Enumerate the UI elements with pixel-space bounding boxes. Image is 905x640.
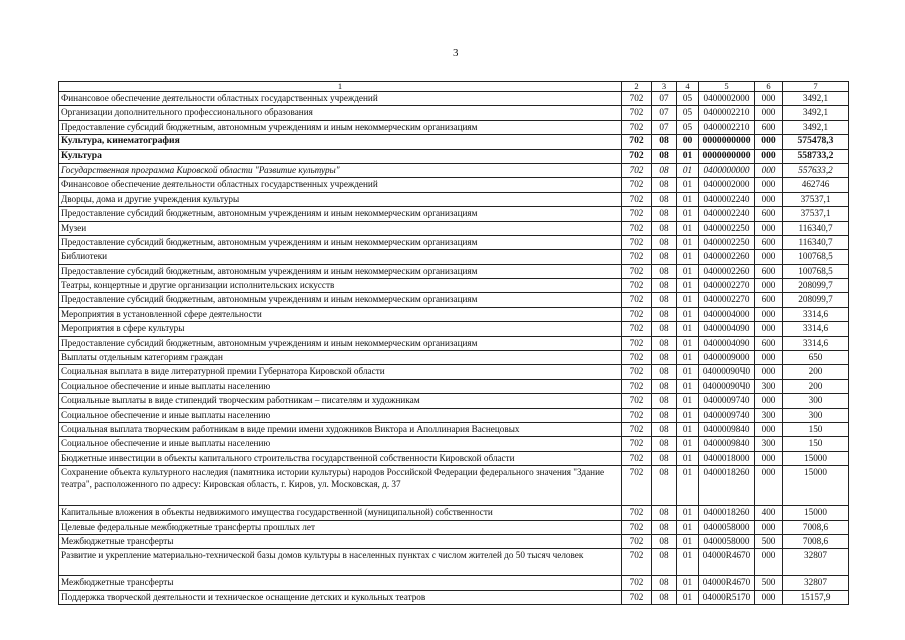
table-row (59, 192, 849, 206)
department-code-cell: 702 (622, 379, 652, 393)
subsection-code-cell: 01 (677, 422, 699, 436)
table-row (59, 250, 849, 264)
subsection-code-cell: 01 (677, 264, 699, 278)
table-row (59, 351, 849, 365)
header-cell: 5 (699, 82, 755, 92)
expense-type-cell: 000 (755, 422, 783, 436)
amount-cell: 116340,7 (783, 235, 849, 249)
expense-type-cell: 000 (755, 178, 783, 192)
subsection-code-cell: 01 (677, 466, 699, 506)
subsection-code-cell: 01 (677, 221, 699, 235)
subsection-code-cell: 05 (677, 120, 699, 134)
target-article-cell: 0400018000 (699, 451, 755, 465)
target-article-cell: 0000000000 (699, 149, 755, 163)
subsection-code-cell: 01 (677, 408, 699, 422)
section-code-cell: 08 (652, 250, 677, 264)
target-article-cell: 0400002250 (699, 221, 755, 235)
expense-name-cell: Межбюджетные трансферты (59, 576, 622, 590)
expense-type-cell: 000 (755, 279, 783, 293)
section-code-cell: 08 (652, 221, 677, 235)
amount-cell: 3314,6 (783, 307, 849, 321)
section-code-cell: 08 (652, 149, 677, 163)
department-code-cell: 702 (622, 336, 652, 350)
subsection-code-cell: 05 (677, 92, 699, 106)
target-article-cell: 0400009840 (699, 437, 755, 451)
table-row (59, 92, 849, 106)
amount-cell: 462746 (783, 178, 849, 192)
subsection-code-cell: 01 (677, 207, 699, 221)
table-row (59, 506, 849, 520)
amount-cell: 32807 (783, 576, 849, 590)
table-row (59, 451, 849, 465)
department-code-cell: 702 (622, 149, 652, 163)
subsection-code-cell: 01 (677, 534, 699, 548)
expense-name-cell: Финансовое обеспечение деятельности областных государственных учреждений (59, 92, 622, 106)
table-row (59, 106, 849, 120)
header-cell: 3 (652, 82, 677, 92)
target-article-cell: 0400009000 (699, 351, 755, 365)
target-article-cell: 0400002210 (699, 120, 755, 134)
amount-cell: 3314,6 (783, 336, 849, 350)
table-row (59, 394, 849, 408)
table-row (59, 520, 849, 534)
section-code-cell: 08 (652, 451, 677, 465)
expense-name-cell: Культура, кинематография (59, 135, 622, 149)
section-code-cell: 08 (652, 506, 677, 520)
section-code-cell: 08 (652, 264, 677, 278)
subsection-code-cell: 01 (677, 451, 699, 465)
table-row (59, 534, 849, 548)
subsection-code-cell: 01 (677, 520, 699, 534)
section-code-cell: 08 (652, 163, 677, 177)
department-code-cell: 702 (622, 365, 652, 379)
amount-cell: 300 (783, 394, 849, 408)
subsection-code-cell: 01 (677, 590, 699, 604)
expense-type-cell: 000 (755, 365, 783, 379)
department-code-cell: 702 (622, 549, 652, 576)
section-code-cell: 07 (652, 92, 677, 106)
department-code-cell: 702 (622, 279, 652, 293)
amount-cell: 15000 (783, 451, 849, 465)
expense-type-cell: 300 (755, 408, 783, 422)
subsection-code-cell: 05 (677, 106, 699, 120)
section-code-cell: 08 (652, 394, 677, 408)
target-article-cell: 04000090Ч0 (699, 365, 755, 379)
table-body (59, 82, 849, 605)
expense-name-cell: Предоставление субсидий бюджетным, автономным учреждениям и иным некоммерческим организациям (59, 293, 622, 307)
department-code-cell: 702 (622, 120, 652, 134)
section-code-cell: 08 (652, 466, 677, 506)
amount-cell: 32807 (783, 549, 849, 576)
section-code-cell: 08 (652, 520, 677, 534)
section-code-cell: 08 (652, 534, 677, 548)
table-row (59, 365, 849, 379)
section-code-cell: 08 (652, 365, 677, 379)
expense-type-cell: 600 (755, 120, 783, 134)
expense-name-cell: Предоставление субсидий бюджетным, автономным учреждениям и иным некоммерческим организациям (59, 336, 622, 350)
amount-cell: 3492,1 (783, 120, 849, 134)
amount-cell: 15000 (783, 466, 849, 506)
amount-cell: 100768,5 (783, 264, 849, 278)
expense-name-cell: Поддержка творческой деятельности и техническое оснащение детских и кукольных театров (59, 590, 622, 604)
target-article-cell: 0400002260 (699, 264, 755, 278)
expense-name-cell: Мероприятия в сфере культуры (59, 322, 622, 336)
expense-name-cell: Предоставление субсидий бюджетным, автономным учреждениям и иным некоммерческим организациям (59, 120, 622, 134)
section-code-cell: 08 (652, 549, 677, 576)
section-code-cell: 08 (652, 135, 677, 149)
department-code-cell: 702 (622, 178, 652, 192)
subsection-code-cell: 01 (677, 293, 699, 307)
page-number: 3 (453, 47, 459, 59)
amount-cell: 575478,3 (783, 135, 849, 149)
subsection-code-cell: 01 (677, 163, 699, 177)
amount-cell: 116340,7 (783, 221, 849, 235)
table-row (59, 293, 849, 307)
department-code-cell: 702 (622, 250, 652, 264)
expense-name-cell: Театры, концертные и другие организации исполнительских искусств (59, 279, 622, 293)
section-code-cell: 08 (652, 279, 677, 293)
expense-type-cell: 600 (755, 336, 783, 350)
expense-type-cell: 300 (755, 437, 783, 451)
header-cell: 2 (622, 82, 652, 92)
expense-name-cell: Социальное обеспечение и иные выплаты населению (59, 408, 622, 422)
department-code-cell: 702 (622, 506, 652, 520)
target-article-cell: 0400002210 (699, 106, 755, 120)
department-code-cell: 702 (622, 235, 652, 249)
amount-cell: 7008,6 (783, 520, 849, 534)
amount-cell: 300 (783, 408, 849, 422)
department-code-cell: 702 (622, 293, 652, 307)
target-article-cell: 04000090Ч0 (699, 379, 755, 393)
expense-name-cell: Культура (59, 149, 622, 163)
expense-type-cell: 300 (755, 379, 783, 393)
expense-type-cell: 000 (755, 135, 783, 149)
expense-type-cell: 000 (755, 451, 783, 465)
department-code-cell: 702 (622, 451, 652, 465)
expense-name-cell: Социальные выплаты в виде стипендий творческим работникам – писателям и художникам (59, 394, 622, 408)
expense-type-cell: 000 (755, 322, 783, 336)
expense-type-cell: 000 (755, 394, 783, 408)
expense-name-cell: Социальное обеспечение и иные выплаты населению (59, 379, 622, 393)
amount-cell: 200 (783, 365, 849, 379)
target-article-cell: 0400002250 (699, 235, 755, 249)
expense-name-cell: Целевые федеральные межбюджетные трансферты прошлых лет (59, 520, 622, 534)
expense-name-cell: Межбюджетные трансферты (59, 534, 622, 548)
table-row (59, 590, 849, 604)
table-row (59, 322, 849, 336)
target-article-cell: 0000000000 (699, 135, 755, 149)
expense-type-cell: 600 (755, 264, 783, 278)
target-article-cell: 0400004090 (699, 336, 755, 350)
department-code-cell: 702 (622, 192, 652, 206)
target-article-cell: 0400009840 (699, 422, 755, 436)
expense-type-cell: 000 (755, 351, 783, 365)
department-code-cell: 702 (622, 534, 652, 548)
section-code-cell: 08 (652, 235, 677, 249)
table-row (59, 336, 849, 350)
section-code-cell: 08 (652, 379, 677, 393)
table-row (59, 466, 849, 506)
expense-name-cell: Музеи (59, 221, 622, 235)
amount-cell: 208099,7 (783, 279, 849, 293)
target-article-cell: 0400000000 (699, 163, 755, 177)
expense-name-cell: Социальное обеспечение и иные выплаты населению (59, 437, 622, 451)
section-code-cell: 08 (652, 322, 677, 336)
section-code-cell: 08 (652, 590, 677, 604)
table-row (59, 307, 849, 321)
target-article-cell: 0400002260 (699, 250, 755, 264)
subsection-code-cell: 01 (677, 178, 699, 192)
table-row (59, 422, 849, 436)
table-row (59, 437, 849, 451)
section-code-cell: 08 (652, 422, 677, 436)
target-article-cell: 0400004090 (699, 322, 755, 336)
expense-type-cell: 600 (755, 235, 783, 249)
amount-cell: 558733,2 (783, 149, 849, 163)
section-code-cell: 08 (652, 192, 677, 206)
department-code-cell: 702 (622, 466, 652, 506)
department-code-cell: 702 (622, 106, 652, 120)
expense-type-cell: 000 (755, 307, 783, 321)
department-code-cell: 702 (622, 590, 652, 604)
section-code-cell: 08 (652, 293, 677, 307)
table-row (59, 149, 849, 163)
subsection-code-cell: 01 (677, 250, 699, 264)
subsection-code-cell: 01 (677, 351, 699, 365)
expense-name-cell: Социальная выплата в виде литературной премии Губернатора Кировской области (59, 365, 622, 379)
subsection-code-cell: 01 (677, 192, 699, 206)
amount-cell: 3314,6 (783, 322, 849, 336)
amount-cell: 15157,9 (783, 590, 849, 604)
expense-name-cell: Предоставление субсидий бюджетным, автономным учреждениям и иным некоммерческим организациям (59, 264, 622, 278)
department-code-cell: 702 (622, 394, 652, 408)
expense-name-cell: Финансовое обеспечение деятельности областных государственных учреждений (59, 178, 622, 192)
subsection-code-cell: 01 (677, 576, 699, 590)
expense-name-cell: Социальная выплата творческим работникам в виде премии имени художников Виктора и Аполлинария Васнецовых (59, 422, 622, 436)
target-article-cell: 0400009740 (699, 394, 755, 408)
table-row (59, 163, 849, 177)
subsection-code-cell: 01 (677, 279, 699, 293)
section-code-cell: 08 (652, 576, 677, 590)
expense-type-cell: 000 (755, 466, 783, 506)
table-row (59, 221, 849, 235)
header-cell: 6 (755, 82, 783, 92)
target-article-cell: 0400002270 (699, 279, 755, 293)
subsection-code-cell: 01 (677, 307, 699, 321)
department-code-cell: 702 (622, 207, 652, 221)
department-code-cell: 702 (622, 163, 652, 177)
expense-name-cell: Предоставление субсидий бюджетным, автономным учреждениям и иным некоммерческим организациям (59, 235, 622, 249)
section-code-cell: 07 (652, 106, 677, 120)
table-row (59, 549, 849, 576)
department-code-cell: 702 (622, 322, 652, 336)
amount-cell: 150 (783, 422, 849, 436)
table-row (59, 576, 849, 590)
expense-type-cell: 000 (755, 106, 783, 120)
expense-name-cell: Сохранение объекта культурного наследия (памятника истории культуры) народов Российской Федерации федерального значения "Здание театра", расположенного по адресу: Кировская область, г. Киров, ул. Московская, д. 37 (59, 466, 622, 506)
amount-cell: 37537,1 (783, 192, 849, 206)
table-row (59, 135, 849, 149)
target-article-cell: 04000R4670 (699, 549, 755, 576)
subsection-code-cell: 00 (677, 135, 699, 149)
amount-cell: 650 (783, 351, 849, 365)
expense-type-cell: 000 (755, 192, 783, 206)
subsection-code-cell: 01 (677, 549, 699, 576)
section-code-cell: 08 (652, 351, 677, 365)
department-code-cell: 702 (622, 408, 652, 422)
target-article-cell: 0400009740 (699, 408, 755, 422)
department-code-cell: 702 (622, 351, 652, 365)
expense-type-cell: 500 (755, 576, 783, 590)
target-article-cell: 0400002000 (699, 178, 755, 192)
expense-type-cell: 000 (755, 163, 783, 177)
expense-type-cell: 000 (755, 149, 783, 163)
column-number-header (59, 82, 849, 92)
amount-cell: 208099,7 (783, 293, 849, 307)
department-code-cell: 702 (622, 437, 652, 451)
table-row (59, 120, 849, 134)
department-code-cell: 702 (622, 221, 652, 235)
table-row (59, 379, 849, 393)
expense-name-cell: Библиотеки (59, 250, 622, 264)
section-code-cell: 08 (652, 336, 677, 350)
subsection-code-cell: 01 (677, 365, 699, 379)
table-row (59, 279, 849, 293)
header-cell: 7 (783, 82, 849, 92)
amount-cell: 200 (783, 379, 849, 393)
department-code-cell: 702 (622, 92, 652, 106)
amount-cell: 3492,1 (783, 106, 849, 120)
target-article-cell: 0400004000 (699, 307, 755, 321)
expense-name-cell: Дворцы, дома и другие учреждения культуры (59, 192, 622, 206)
expense-type-cell: 600 (755, 293, 783, 307)
subsection-code-cell: 01 (677, 506, 699, 520)
expense-type-cell: 000 (755, 520, 783, 534)
expense-name-cell: Развитие и укрепление материально-технической базы домов культуры в населенных пунктах с числом жителей до 50 тысяч человек (59, 549, 622, 576)
section-code-cell: 08 (652, 178, 677, 192)
expense-type-cell: 500 (755, 534, 783, 548)
target-article-cell: 0400018260 (699, 466, 755, 506)
expense-name-cell: Государственная программа Кировской области "Развитие культуры" (59, 163, 622, 177)
target-article-cell: 04000R4670 (699, 576, 755, 590)
header-cell: 1 (59, 82, 622, 92)
subsection-code-cell: 01 (677, 336, 699, 350)
table-row (59, 178, 849, 192)
expense-name-cell: Предоставление субсидий бюджетным, автономным учреждениям и иным некоммерческим организациям (59, 207, 622, 221)
subsection-code-cell: 01 (677, 437, 699, 451)
target-article-cell: 0400002000 (699, 92, 755, 106)
target-article-cell: 0400058000 (699, 534, 755, 548)
subsection-code-cell: 01 (677, 322, 699, 336)
expense-name-cell: Капитальные вложения в объекты недвижимого имущества государственной (муниципальной) собственности (59, 506, 622, 520)
amount-cell: 15000 (783, 506, 849, 520)
subsection-code-cell: 01 (677, 379, 699, 393)
department-code-cell: 702 (622, 264, 652, 278)
department-code-cell: 702 (622, 520, 652, 534)
subsection-code-cell: 01 (677, 149, 699, 163)
amount-cell: 3492,1 (783, 92, 849, 106)
section-code-cell: 07 (652, 120, 677, 134)
expense-type-cell: 000 (755, 549, 783, 576)
expense-type-cell: 000 (755, 221, 783, 235)
target-article-cell: 0400002240 (699, 192, 755, 206)
expense-name-cell: Организации дополнительного профессионального образования (59, 106, 622, 120)
target-article-cell: 04000R5170 (699, 590, 755, 604)
department-code-cell: 702 (622, 135, 652, 149)
section-code-cell: 08 (652, 307, 677, 321)
subsection-code-cell: 01 (677, 235, 699, 249)
table-row (59, 264, 849, 278)
department-code-cell: 702 (622, 576, 652, 590)
section-code-cell: 08 (652, 207, 677, 221)
section-code-cell: 08 (652, 408, 677, 422)
target-article-cell: 0400058000 (699, 520, 755, 534)
amount-cell: 557633,2 (783, 163, 849, 177)
amount-cell: 100768,5 (783, 250, 849, 264)
subsection-code-cell: 01 (677, 394, 699, 408)
budget-table (58, 81, 849, 605)
target-article-cell: 0400002240 (699, 207, 755, 221)
table-row (59, 408, 849, 422)
section-code-cell: 08 (652, 437, 677, 451)
target-article-cell: 0400018260 (699, 506, 755, 520)
expense-type-cell: 000 (755, 250, 783, 264)
expense-name-cell: Выплаты отдельным категориям граждан (59, 351, 622, 365)
expense-type-cell: 000 (755, 590, 783, 604)
table-row (59, 235, 849, 249)
department-code-cell: 702 (622, 307, 652, 321)
amount-cell: 7008,6 (783, 534, 849, 548)
expense-type-cell: 600 (755, 207, 783, 221)
expense-name-cell: Мероприятия в установленной сфере деятельности (59, 307, 622, 321)
amount-cell: 37537,1 (783, 207, 849, 221)
target-article-cell: 0400002270 (699, 293, 755, 307)
table-row (59, 207, 849, 221)
department-code-cell: 702 (622, 422, 652, 436)
header-cell: 4 (677, 82, 699, 92)
expense-name-cell: Бюджетные инвестиции в объекты капитального строительства государственной собственности Кировской области (59, 451, 622, 465)
amount-cell: 150 (783, 437, 849, 451)
expense-type-cell: 400 (755, 506, 783, 520)
expense-type-cell: 000 (755, 92, 783, 106)
